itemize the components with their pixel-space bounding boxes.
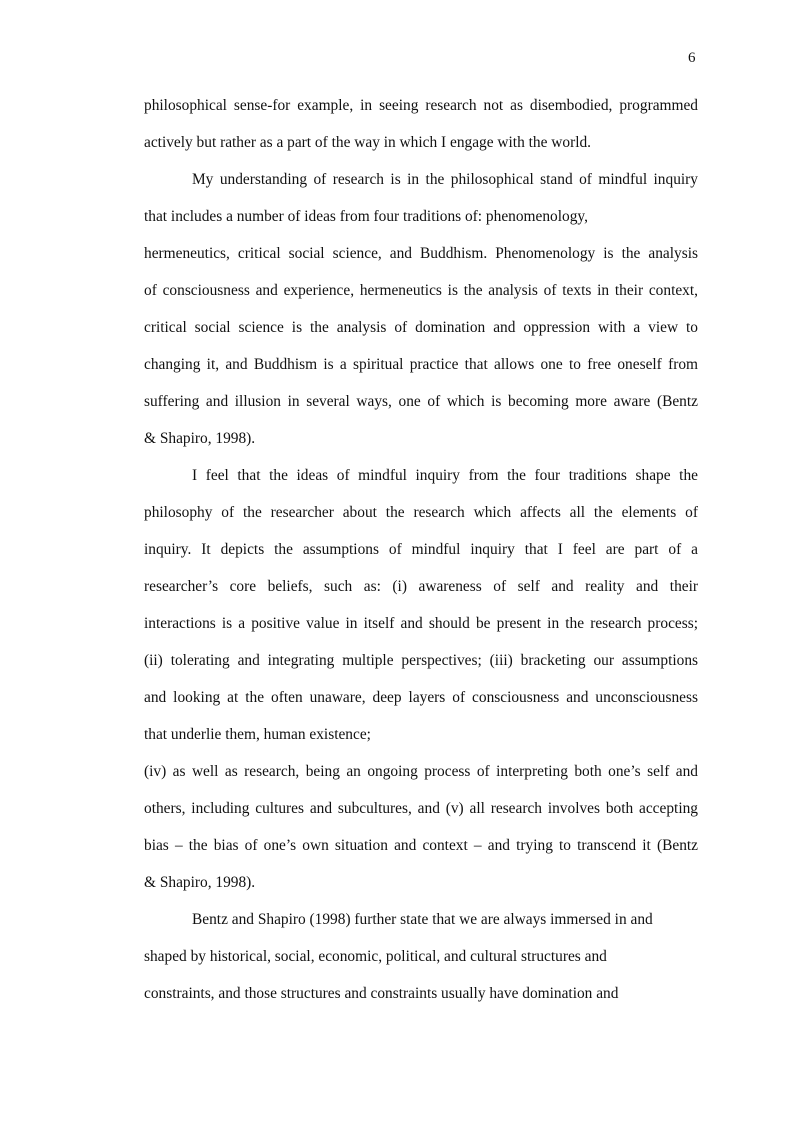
text-line: changing it, and Buddhism is a spiritual practice that allows one to free oneself from [144,356,698,373]
text-line: (iv) as well as research, being an ongoing process of interpreting both one’s self and [144,763,698,780]
text-line: that underlie them, human existence; [144,726,371,743]
text-line: and looking at the often unaware, deep layers of consciousness and unconsciousness [144,689,698,706]
text-line: interactions is a positive value in itself and should be present in the research process; [144,615,698,632]
text-line: others, including cultures and subcultures, and (v) all research involves both accepting [144,800,698,817]
text-line: philosophical sense-for example, in seeing research not as disembodied, programmed [144,97,698,114]
text-line: critical social science is the analysis of domination and oppression with a view to [144,319,698,336]
text-line: (ii) tolerating and integrating multiple perspectives; (iii) bracketing our assumptions [144,652,698,669]
text-line: My understanding of research is in the philosophical stand of mindful inquiry [192,171,698,188]
text-line: actively but rather as a part of the way in which I engage with the world. [144,134,592,151]
text-line: constraints, and those structures and constraints usually have domination and [144,985,619,1002]
text-line: I feel that the ideas of mindful inquiry from the four traditions shape the [192,467,698,484]
text-line: of consciousness and experience, hermeneutics is the analysis of texts in their context, [144,282,698,299]
text-line: shaped by historical, social, economic, political, and cultural structures and [144,948,607,965]
text-line: that includes a number of ideas from four traditions of: phenomenology, [144,208,588,225]
text-line: & Shapiro, 1998). [144,430,256,447]
text-line: & Shapiro, 1998). [144,874,256,891]
text-line: philosophy of the researcher about the research which affects all the elements of [144,504,698,521]
text-line: Bentz and Shapiro (1998) further state that we are always immersed in and [192,911,653,928]
text-line: researcher’s core beliefs, such as: (i) awareness of self and reality and their [144,578,698,595]
text-line: bias – the bias of one’s own situation and context – and trying to transcend it (Bentz [144,837,698,854]
text-line: suffering and illusion in several ways, one of which is becoming more aware (Bentz [144,393,698,410]
text-line: hermeneutics, critical social science, and Buddhism. Phenomenology is the analysis [144,245,698,262]
text-line: inquiry. It depicts the assumptions of mindful inquiry that I feel are part of a [144,541,698,558]
page-number: 6 [688,50,696,66]
